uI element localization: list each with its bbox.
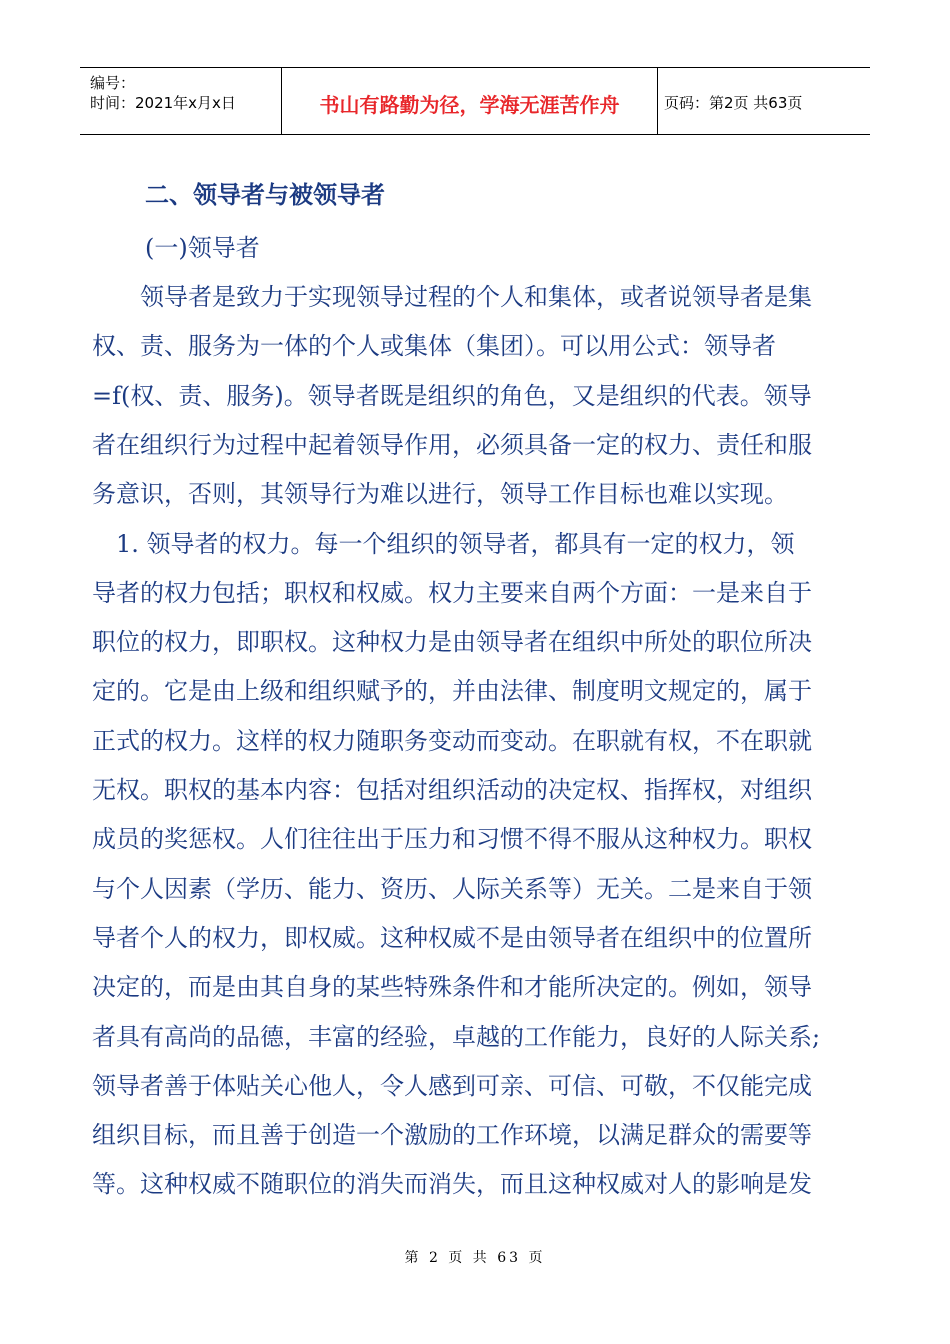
paragraph-line: =f(权、责、服务)。领导者既是组织的角色，又是组织的代表。领导: [92, 381, 812, 410]
paragraph-line: 正式的权力。这样的权力随职务变动而变动。在职就有权，不在职就: [92, 726, 812, 755]
header-page-number: 页码：第2页 共63页: [664, 94, 803, 112]
header-meta-cell: [80, 68, 282, 135]
paragraph-line: 组织目标，而且善于创造一个激励的工作环境，以满足群众的需要等: [92, 1121, 812, 1150]
paragraph-line: 权、责、服务为一体的个人或集体（集团）。可以用公式：领导者: [92, 332, 776, 361]
page-footer: 第 2 页 共 63 页: [404, 1250, 546, 1266]
paragraph-line: 决定的，而是由其自身的某些特殊条件和才能所决定的。例如，领导: [92, 973, 812, 1002]
document-time-label: 时间：2021年x月x日: [90, 94, 236, 112]
page-header: [80, 67, 870, 135]
paragraph-line: 与个人因素（学历、能力、资历、人际关系等）无关。二是来自于领: [92, 874, 812, 903]
paragraph-line: 领导者是致力于实现领导过程的个人和集体，或者说领导者是集: [92, 283, 812, 311]
header-motto: 书山有路勤为径，学海无涯苦作舟: [319, 93, 620, 117]
paragraph-line: 1. 领导者的权力。每一个组织的领导者，都具有一定的权力，领: [92, 529, 795, 558]
paragraph-line: 等。这种权威不随职位的消失而消失，而且这种权威对人的影响是发: [92, 1170, 812, 1199]
paragraph-line: 导者个人的权力，即权威。这种权威不是由领导者在组织中的位置所: [92, 923, 812, 952]
header-page-cell: [658, 68, 870, 135]
paragraph-line: 定的。它是由上级和组织赋予的，并由法律、制度明文规定的，属于: [92, 677, 812, 706]
paragraph-line: 成员的奖惩权。人们往往出于压力和习惯不得不服从这种权力。职权: [92, 825, 812, 854]
paragraph-line: 务意识，否则，其领导行为难以进行，领导工作目标也难以实现。: [92, 480, 788, 509]
section-heading: 二、领导者与被领导者: [145, 181, 385, 209]
document-number-label: 编号：: [90, 74, 136, 92]
paragraph-line: 无权。职权的基本内容：包括对组织活动的决定权、指挥权，对组织: [92, 776, 812, 804]
paragraph-line: 职位的权力，即职权。这种权力是由领导者在组织中所处的职位所决: [92, 628, 812, 657]
paragraph-line: 领导者善于体贴关心他人，令人感到可亲、可信、可敬，不仅能完成: [92, 1071, 812, 1100]
subsection-heading: (一)领导者: [145, 234, 260, 262]
paragraph-line: 者具有高尚的品德，丰富的经验，卓越的工作能力，良好的人际关系;: [92, 1022, 821, 1051]
header-motto-cell: [282, 68, 658, 135]
paragraph-line: 导者的权力包括；职权和权威。权力主要来自两个方面：一是来自于: [92, 578, 812, 607]
paragraph-line: 者在组织行为过程中起着领导作用，必须具备一定的权力、责任和服: [92, 430, 812, 459]
